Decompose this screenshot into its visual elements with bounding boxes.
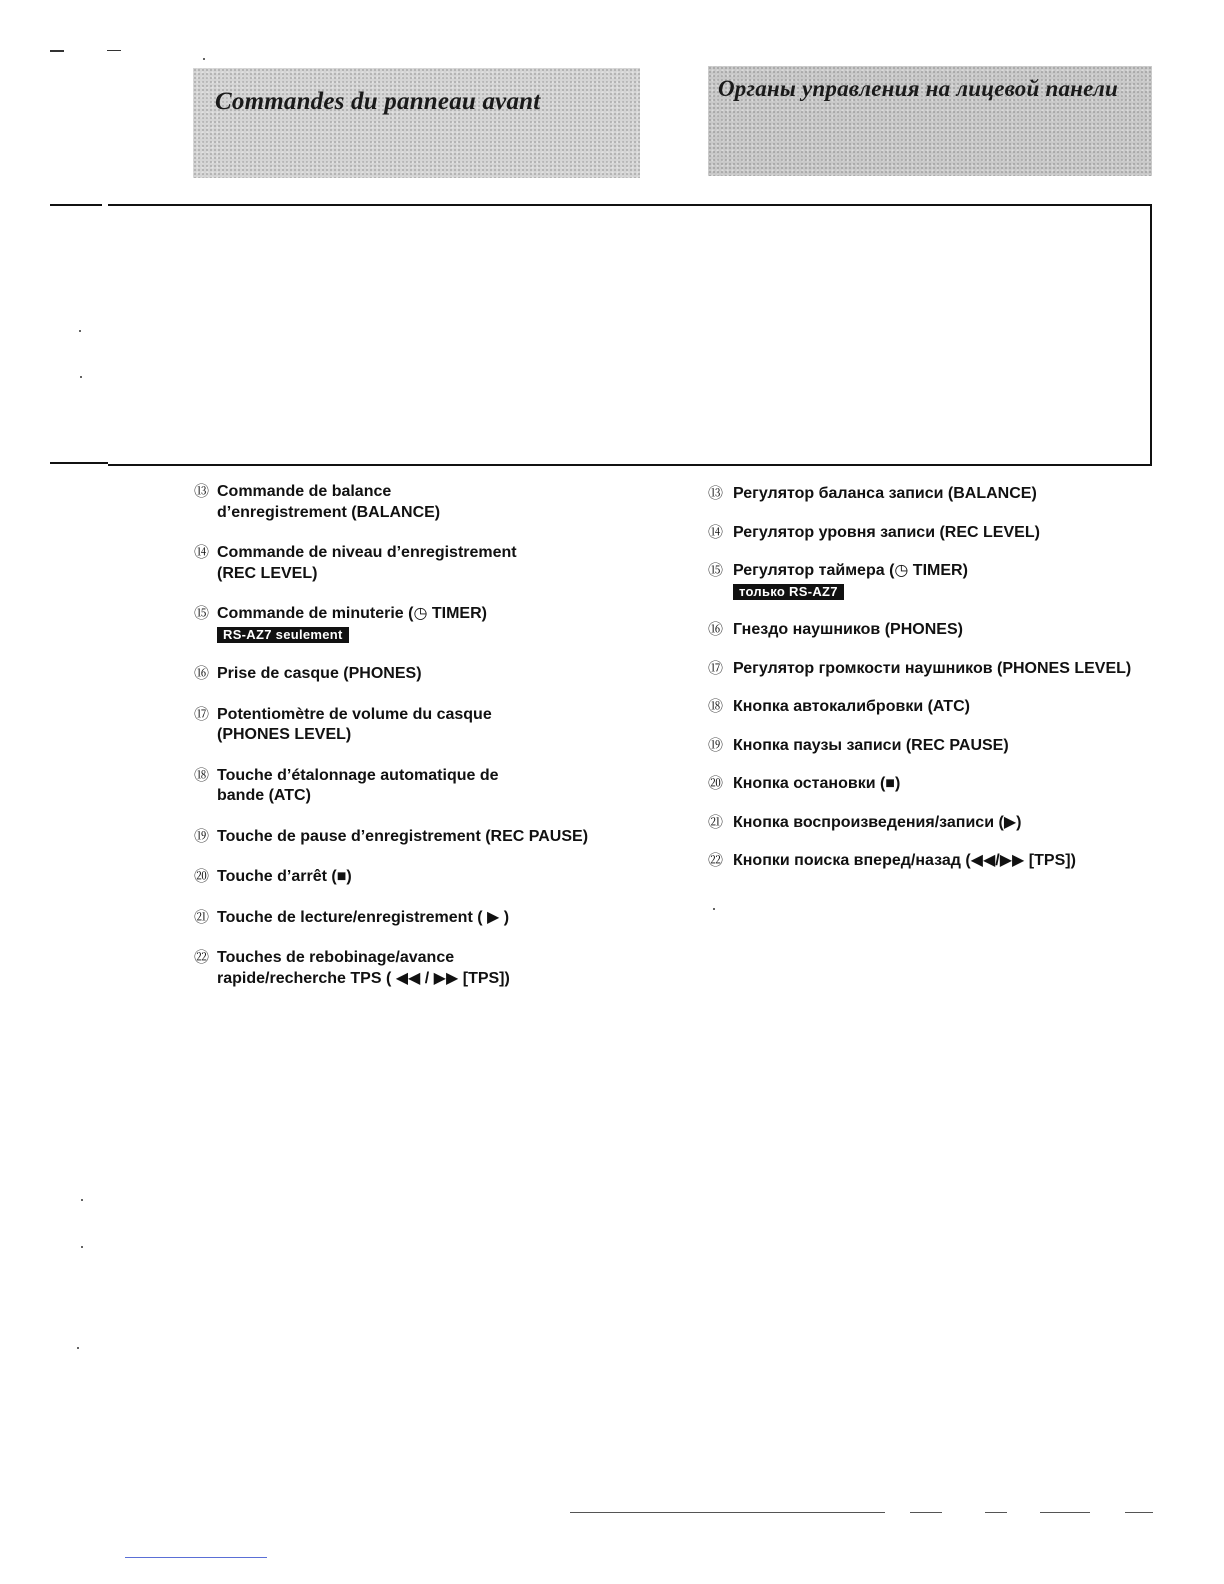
item-number: ⑯ — [194, 665, 210, 682]
item-text: Регулятор баланса записи (BALANCE) — [733, 485, 1037, 502]
item-text: bande (ATC) — [217, 787, 311, 804]
list-item — [194, 766, 654, 807]
footer-rule — [1125, 1512, 1153, 1513]
item-number: ⑯ — [708, 621, 724, 638]
item-number: ⑭ — [708, 523, 724, 541]
list-item — [708, 484, 1178, 505]
item-text: Кнопки поиска вперед/назад (◀◀/▶▶ [TPS]) — [733, 852, 1076, 869]
list-item — [194, 827, 654, 848]
scan-speck — [81, 1199, 83, 1201]
item-number: ⑳ — [194, 868, 210, 885]
item-text: Commande de minuterie (◷ TIMER) — [217, 605, 487, 622]
item-number: ⑬ — [194, 483, 210, 500]
item-number: ⑬ — [708, 485, 724, 502]
item-text: Prise de casque (PHONES) — [217, 665, 422, 682]
header-title-fr: Commandes du panneau avant — [215, 88, 541, 115]
scan-speck — [81, 1246, 83, 1248]
item-number: ⑭ — [194, 544, 210, 561]
list-item — [708, 523, 1178, 544]
item-text: Commande de balance — [217, 483, 392, 500]
item-number: ⑲ — [708, 736, 724, 754]
item-text: Touche de lecture/enregistrement ( ▶ ) — [217, 908, 510, 926]
top-rule-left — [50, 204, 102, 206]
list-item — [194, 948, 654, 989]
model-badge: только RS-AZ7 — [733, 584, 844, 600]
item-text: Гнездо наушников (PHONES) — [733, 621, 963, 638]
item-text: Potentiomètre de volume du casque — [217, 705, 492, 723]
footer-rule — [1040, 1512, 1090, 1513]
list-item — [708, 813, 1178, 834]
scan-mark — [107, 50, 121, 51]
item-text: Кнопка автокалибровки (ATC) — [733, 698, 970, 715]
item-text: Регулятор громкости наушников (PHONES LEVEL) — [733, 659, 1132, 677]
list-item — [708, 774, 1178, 795]
list-item — [708, 697, 1178, 718]
list-item — [708, 620, 1178, 641]
item-number: ⑮ — [194, 605, 210, 622]
item-number: ㉒ — [708, 852, 724, 869]
item-text: (PHONES LEVEL) — [217, 726, 352, 743]
list-item — [708, 659, 1178, 680]
illustration-frame — [108, 204, 1152, 466]
scan-speck — [79, 330, 81, 332]
item-number: ㉑ — [708, 813, 724, 831]
item-text: Touche d’arrêt (■) — [217, 868, 352, 885]
footer-rule — [910, 1512, 942, 1513]
model-badge: RS-AZ7 seulement — [217, 627, 349, 643]
list-item — [194, 908, 654, 929]
item-text: Commande de niveau d’enregistrement — [217, 544, 517, 561]
list-item — [194, 705, 654, 746]
item-text: rapide/recherche TPS ( ◀◀ / ▶▶ [TPS]) — [217, 969, 510, 987]
item-number: ⑱ — [708, 698, 724, 715]
item-number: ⑲ — [194, 827, 210, 845]
french-column — [194, 482, 654, 989]
list-item — [194, 604, 654, 645]
item-text: Кнопка воспроизведения/записи (▶) — [733, 813, 1022, 831]
list-item — [708, 561, 1178, 602]
scan-speck — [80, 376, 82, 378]
list-item — [194, 543, 654, 584]
russian-column — [708, 484, 1178, 890]
item-number: ⑱ — [194, 766, 210, 784]
list-item — [194, 867, 654, 888]
scan-speck — [203, 58, 205, 60]
item-text: Touche de pause d’enregistrement (REC PAUSE) — [217, 827, 589, 845]
item-text: Регулятор уровня записи (REC LEVEL) — [733, 523, 1040, 541]
item-text: Кнопка паузы записи (REC PAUSE) — [733, 736, 1009, 754]
list-item — [708, 851, 1178, 872]
item-number: ㉒ — [194, 949, 210, 966]
header-title-ru: Органы управления на лицевой панели — [718, 76, 1118, 101]
footer-rule — [985, 1512, 1007, 1513]
item-text: Touches de rebobinage/avance — [217, 949, 455, 966]
item-number: ⑮ — [708, 562, 724, 579]
item-number: ⑰ — [194, 705, 210, 723]
item-text: Регулятор таймера (◷ TIMER) — [733, 562, 968, 579]
scan-speck — [713, 908, 715, 910]
item-number: ⑰ — [708, 659, 724, 677]
item-number: ⑳ — [708, 775, 724, 792]
footer-blue-line — [125, 1557, 267, 1558]
footer-rule — [570, 1512, 885, 1513]
scan-speck — [77, 1347, 79, 1349]
header-box-ru — [708, 66, 1152, 176]
item-text: Touche d’étalonnage automatique de — [217, 766, 499, 784]
bottom-rule-left — [50, 462, 108, 464]
header-box-fr — [193, 68, 640, 178]
item-text: Кнопка остановки (■) — [733, 775, 901, 792]
scan-mark — [50, 50, 64, 52]
list-item — [194, 482, 654, 523]
list-item — [194, 664, 654, 685]
item-text: d’enregistrement (BALANCE) — [217, 503, 441, 521]
item-text: (REC LEVEL) — [217, 564, 318, 582]
item-number: ㉑ — [194, 908, 210, 926]
list-item — [708, 736, 1178, 757]
